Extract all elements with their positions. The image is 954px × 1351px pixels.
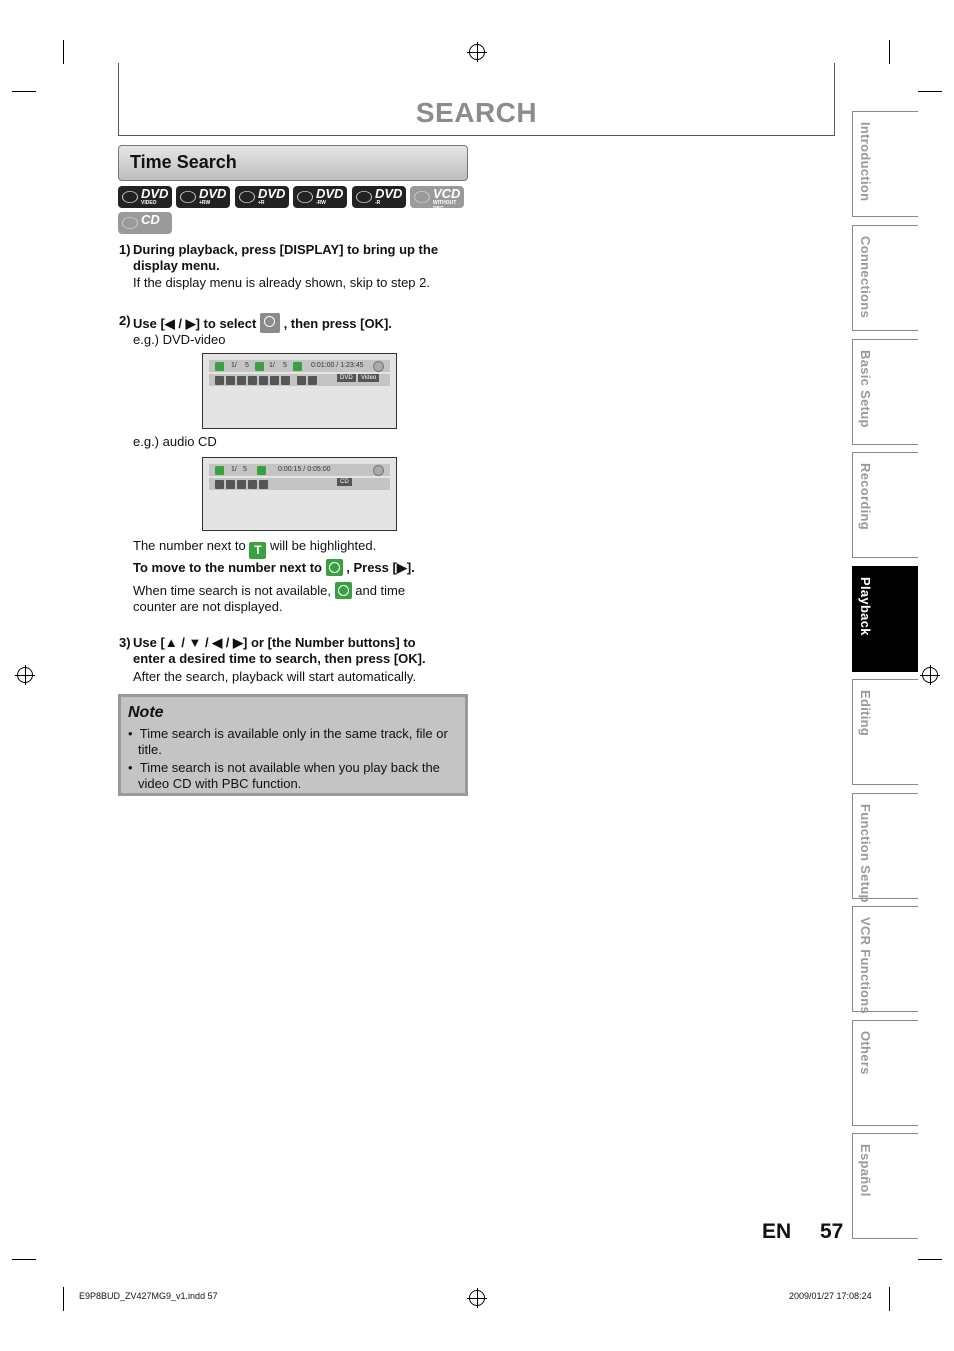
step-number: 1) (119, 242, 131, 257)
footer-timestamp: 2009/01/27 17:08:24 (789, 1291, 872, 1301)
registration-mark-icon (17, 667, 33, 683)
crop-mark (63, 1287, 64, 1311)
chapter-icon (255, 362, 264, 371)
repeat-icon (237, 480, 246, 489)
tab-function-setup[interactable]: Function Setup (852, 793, 918, 899)
section-title-bar (118, 145, 468, 181)
tab-others[interactable]: Others (852, 1020, 918, 1126)
tab-basic-setup[interactable]: Basic Setup (852, 339, 918, 445)
random-icon (248, 480, 257, 489)
vcd-without-pbc-icon: VCD WITHOUT PBC (410, 186, 464, 208)
search-icon (215, 480, 224, 489)
program-icon (259, 480, 268, 489)
picture-icon (308, 376, 317, 385)
disc-icon (373, 361, 384, 372)
display-icon-row: DVD Video (209, 374, 390, 386)
search-icon (215, 376, 224, 385)
registration-mark-icon (922, 667, 938, 683)
crop-mark (12, 91, 36, 92)
step1-instruction: display menu. (133, 258, 220, 273)
registration-mark-icon (469, 44, 485, 60)
tab-recording[interactable]: Recording (852, 452, 918, 558)
dvd-minus-rw-icon: DVD -RW (293, 186, 347, 208)
crop-mark (12, 1259, 36, 1260)
audio-icon (226, 480, 235, 489)
cd-display-menu (202, 457, 397, 531)
tab-connections[interactable]: Connections (852, 225, 918, 331)
crop-mark (889, 40, 890, 64)
dvd-minus-r-icon: DVD -R (352, 186, 406, 208)
crop-mark (889, 1287, 890, 1311)
dvd-video-icon: DVD VIDEO (118, 186, 172, 208)
tab-playback[interactable]: Playback (852, 566, 918, 672)
step-number: 3) (119, 635, 131, 650)
tab-editing[interactable]: Editing (852, 679, 918, 785)
step1-instruction: During playback, press [DISPLAY] to bring up the (133, 242, 439, 257)
display-top-row: 1/ 5 1/ 5 0:01:00 / 1:23:45 (209, 360, 390, 372)
not-available-text: When time search is not available, and time (133, 583, 406, 598)
disc-icon (373, 465, 384, 476)
crop-mark (918, 1259, 942, 1260)
registration-mark-icon (469, 1290, 485, 1306)
display-top-row: 1/ 5 0:00:15 / 0:05:00 (209, 464, 390, 476)
audio-icon (226, 376, 235, 385)
title-icon: T (249, 542, 266, 559)
crop-mark (63, 40, 64, 64)
note-title: Note (128, 704, 164, 721)
example-label: e.g.) DVD-video (133, 332, 226, 347)
title-icon (215, 362, 224, 371)
step3-note: After the search, playback will start automatically. (133, 669, 416, 684)
not-available-text: counter are not displayed. (133, 599, 283, 614)
note-item: • Time search is not available when you play back the (128, 760, 440, 775)
tab-vcr-functions[interactable]: VCR Functions (852, 906, 918, 1012)
page-header (118, 63, 835, 136)
note-item: title. (138, 742, 162, 757)
clock-icon (326, 559, 343, 576)
search-icon (260, 313, 280, 333)
move-instruction: To move to the number next to , Press [▶]. (133, 560, 415, 575)
page-number: 57 (820, 1220, 844, 1243)
note-item: • Time search is available only in the same track, file or (128, 726, 448, 741)
display-icon-row: CD (209, 478, 390, 490)
crop-mark (918, 91, 942, 92)
dvd-plus-r-icon: DVD +R (235, 186, 289, 208)
setting-icon (297, 376, 306, 385)
step2-instruction: Use [◀ / ▶] to select , then press [OK]. (133, 313, 392, 333)
page-title: SEARCH (415, 97, 538, 128)
clock-icon (293, 362, 302, 371)
step3-instruction: enter a desired time to search, then press [OK]. (133, 651, 426, 666)
highlight-text: The number next to T will be highlighted. (133, 538, 377, 557)
dvd-plus-rw-icon: DVD +RW (176, 186, 230, 208)
tab-espanol[interactable]: Español (852, 1133, 918, 1239)
tab-introduction[interactable]: Introduction (852, 111, 918, 217)
clock-icon (335, 582, 352, 599)
footer-filename: E9P8BUD_ZV427MG9_v1.indd 57 (79, 1291, 218, 1301)
subtitle-icon (237, 376, 246, 385)
repeat-icon (259, 376, 268, 385)
step3-instruction: Use [▲ / ▼ / ◀ / ▶] or [the Number buttons] to (133, 635, 416, 650)
dvd-display-menu (202, 353, 397, 429)
step-number: 2) (119, 313, 131, 328)
marker-icon (270, 376, 279, 385)
language-label: EN (762, 1220, 792, 1243)
zoom-icon (281, 376, 290, 385)
example-label: e.g.) audio CD (133, 434, 217, 449)
track-icon (215, 466, 224, 475)
angle-icon (248, 376, 257, 385)
cd-icon: CD (118, 212, 172, 234)
note-box (118, 694, 468, 796)
note-item: video CD with PBC function. (138, 776, 302, 791)
section-title: Time Search (130, 152, 237, 172)
clock-icon (257, 466, 266, 475)
step1-note: If the display menu is already shown, skip to step 2. (133, 275, 430, 290)
